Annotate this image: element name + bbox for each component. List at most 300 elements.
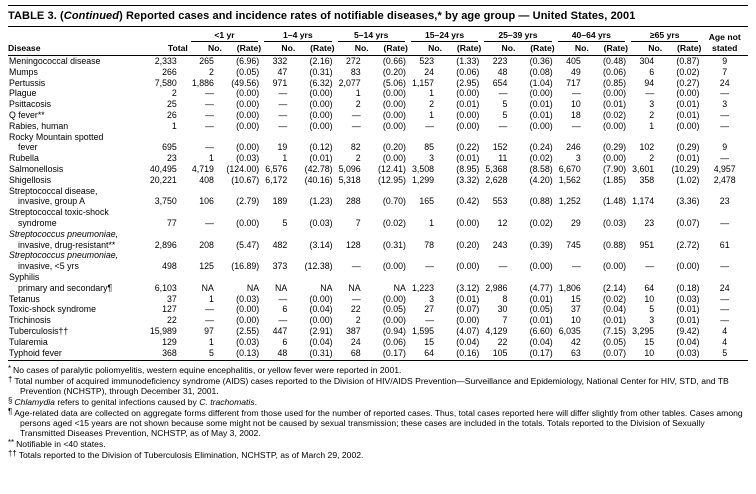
table-row	[8, 304, 748, 315]
rate-cell: (0.00)	[529, 88, 553, 99]
no-column-header: No.	[555, 42, 589, 56]
header-spacer-total	[142, 28, 187, 42]
rate-cell: (40.16)	[304, 174, 333, 185]
count-cell: 3,295	[632, 325, 655, 336]
count-cell: 387	[345, 325, 361, 336]
diseases-table	[8, 28, 748, 361]
count-cell: 3	[429, 293, 434, 304]
table-row	[8, 207, 748, 218]
count-cell: 717	[566, 77, 581, 88]
count-cell: NA	[275, 282, 288, 293]
title-prefix: TABLE 3. (	[8, 10, 64, 22]
count-cell: 3	[429, 153, 434, 164]
age-not-stated-cell: 3	[722, 99, 728, 110]
rate-cell: NA	[320, 282, 333, 293]
rate-cell: (0.02)	[529, 153, 553, 164]
rate-cell: (16.89)	[231, 261, 260, 272]
disease-name: Tularemia	[9, 336, 48, 347]
total-cell: 695	[162, 142, 177, 153]
count-cell: 6,035	[558, 325, 581, 336]
age-group-header	[628, 28, 701, 42]
rate-column-header: (Rate)	[515, 42, 554, 56]
rate-cell: (0.00)	[456, 109, 480, 120]
rate-cell: (0.18)	[676, 282, 700, 293]
count-cell: 5	[649, 304, 655, 315]
rate-cell: (0.12)	[309, 142, 333, 153]
rate-cell: (0.01)	[603, 99, 627, 110]
total-cell: 26	[167, 109, 177, 120]
table-body	[8, 56, 748, 361]
count-cell: —	[425, 120, 434, 131]
count-cell: 105	[481, 348, 515, 361]
rate-column-header: (Rate)	[369, 42, 408, 56]
count-cell: 48	[497, 66, 508, 77]
footnote	[8, 407, 748, 438]
disease-name: Rubella	[9, 153, 39, 164]
count-cell: 553	[492, 196, 508, 207]
count-cell: 64	[408, 348, 442, 361]
rate-cell: (0.01)	[456, 99, 480, 110]
disease-name: Meningococcal disease	[9, 56, 101, 66]
count-cell: 29	[570, 217, 581, 228]
rate-cell: (0.07)	[456, 304, 480, 315]
count-cell: 1	[208, 293, 214, 304]
disease-name: Tuberculosis††	[9, 325, 69, 336]
rate-cell: (1.02)	[676, 174, 700, 185]
rate-cell: (0.36)	[529, 56, 553, 66]
count-cell: 24	[424, 66, 434, 77]
count-cell: 3,508	[411, 163, 434, 174]
rate-cell: (0.00)	[529, 261, 553, 272]
table-row	[8, 337, 748, 348]
rate-cell: (0.06)	[382, 336, 406, 347]
table-row	[8, 250, 748, 261]
count-cell: —	[498, 261, 508, 272]
table-row	[8, 88, 748, 99]
rate-cell: (0.03)	[676, 293, 700, 304]
count-cell: —	[278, 293, 288, 304]
total-cell: 77	[167, 217, 177, 228]
table-header	[8, 28, 748, 56]
count-cell: 125	[199, 261, 214, 272]
count-cell: —	[278, 109, 288, 120]
rate-cell: (0.00)	[309, 88, 333, 99]
table-row	[8, 99, 748, 110]
rate-cell: (0.00)	[382, 88, 406, 99]
rate-cell: (0.01)	[529, 293, 553, 304]
rate-cell: (0.24)	[529, 142, 553, 153]
count-cell: 2,986	[485, 282, 508, 293]
rate-cell: (0.02)	[676, 66, 700, 77]
disease-name: Rabies, human	[9, 120, 69, 131]
table-row	[8, 164, 748, 175]
count-cell: —	[205, 315, 214, 326]
count-cell: 304	[639, 56, 655, 66]
rate-cell: (0.66)	[382, 56, 406, 66]
header-row-sub	[8, 42, 748, 56]
disease-name: Tetanus	[9, 293, 40, 304]
age-not-stated-cell: 9	[722, 56, 728, 66]
rate-cell: (0.39)	[529, 239, 553, 250]
row-filler	[142, 229, 748, 240]
rate-cell: (0.01)	[676, 99, 700, 110]
count-cell: 106	[199, 196, 214, 207]
total-cell: 20,221	[149, 174, 177, 185]
count-cell: 1,806	[558, 282, 581, 293]
count-cell: 523	[419, 56, 434, 66]
age-not-stated-cell: 61	[719, 239, 730, 250]
rate-cell: (4.07)	[456, 325, 480, 336]
count-cell: 10	[628, 348, 662, 361]
rate-cell: (0.04)	[529, 336, 553, 347]
count-cell: 8	[502, 293, 508, 304]
count-cell: 482	[272, 239, 288, 250]
total-cell: 40,495	[149, 163, 177, 174]
rate-column-header: (Rate)	[222, 42, 261, 56]
rate-cell: (0.00)	[236, 142, 260, 153]
rate-cell: (2.95)	[456, 77, 480, 88]
count-cell: 23	[644, 217, 655, 228]
count-cell: 358	[639, 174, 655, 185]
count-cell: 37	[570, 304, 581, 315]
rate-cell: (0.00)	[676, 261, 700, 272]
rate-cell: (0.05)	[382, 304, 406, 315]
rate-cell: (6.96)	[236, 56, 260, 66]
rate-cell: (1.33)	[456, 56, 480, 66]
header-spacer-disease	[8, 28, 142, 42]
rate-cell: (0.07)	[676, 217, 700, 228]
footnote-marker: §	[8, 396, 13, 406]
count-cell: —	[425, 261, 434, 272]
count-cell: 78	[424, 239, 434, 250]
rate-cell: (0.01)	[456, 153, 480, 164]
rate-cell: (8.95)	[456, 163, 480, 174]
footnote-marker: **	[8, 438, 15, 448]
table-row	[8, 272, 748, 283]
total-cell: 129	[162, 336, 177, 347]
rate-cell: (0.00)	[236, 99, 260, 110]
rate-cell: (0.06)	[603, 66, 627, 77]
rate-cell: (0.03)	[309, 217, 333, 228]
total-cell: 37	[167, 293, 177, 304]
count-cell: 152	[492, 142, 508, 153]
footnote-text: Age-related data are collected on aggregate forms different from those used for the number of reported cases. Thus, total cases reported here will differ slightly from other tables. Cases among persons aged <15 years are not shown because some might not be caused by sexual transmission; these cases are included in the totals. Totals reported to the Division of Sexually Transmitted Diseases Prevention, NCHSTP, as of May 3, 2002.	[14, 408, 743, 439]
rate-cell: (3.36)	[676, 196, 700, 207]
table-row	[8, 229, 748, 240]
rate-cell: (0.05)	[603, 336, 627, 347]
footnote	[8, 375, 748, 396]
count-cell: 1,886	[191, 77, 214, 88]
rate-cell: (0.88)	[529, 196, 553, 207]
rate-cell: (10.67)	[231, 174, 260, 185]
count-cell: —	[278, 99, 288, 110]
age-group-header	[335, 28, 408, 42]
rate-cell: (0.00)	[382, 120, 406, 131]
count-cell: 3,601	[632, 163, 655, 174]
table-row	[8, 261, 748, 272]
footnote-text: .	[254, 397, 258, 408]
count-cell: —	[205, 120, 214, 131]
count-cell: —	[205, 304, 214, 315]
rate-cell: (2.14)	[603, 282, 627, 293]
age-not-stated-cell: 4	[722, 336, 728, 347]
age-group-label: 1–4 yrs	[264, 28, 331, 42]
rate-cell: (0.00)	[382, 109, 406, 120]
rate-cell: (0.00)	[382, 293, 406, 304]
disease-name: Streptococcal disease,	[9, 185, 98, 196]
footnote-text: No cases of paralytic poliomyelitis, western equine encephalitis, or yellow fever were reported in 2001.	[13, 365, 402, 376]
count-cell: 4,129	[485, 325, 508, 336]
rate-cell: (1.04)	[529, 77, 553, 88]
count-cell: 2	[649, 109, 655, 120]
count-cell: 1	[282, 153, 288, 164]
count-cell: 27	[424, 304, 434, 315]
count-cell: —	[645, 88, 655, 99]
rate-cell: NA	[393, 282, 406, 293]
rate-cell: (0.85)	[603, 77, 627, 88]
count-cell: —	[205, 88, 214, 99]
table-row	[8, 175, 748, 186]
count-cell: 94	[644, 77, 655, 88]
count-cell: 22	[497, 336, 508, 347]
disease-name: Typhoid fever	[8, 348, 142, 361]
rate-cell: (0.04)	[676, 336, 700, 347]
count-cell: 42	[570, 336, 581, 347]
rate-cell: (0.13)	[222, 348, 261, 361]
rate-cell: (0.03)	[603, 217, 627, 228]
rate-cell: (12.38)	[304, 261, 333, 272]
count-cell: 272	[345, 56, 361, 66]
rate-column-header: (Rate)	[442, 42, 481, 56]
rate-cell: (5.47)	[236, 239, 260, 250]
count-cell: 288	[345, 196, 361, 207]
disease-name: Streptococcal toxic-shock	[9, 207, 109, 218]
rate-cell: (0.06)	[456, 66, 480, 77]
rate-cell: (12.95)	[378, 174, 406, 185]
rate-cell: (0.00)	[676, 120, 700, 131]
no-column-header: No.	[261, 42, 295, 56]
rate-cell: (0.94)	[382, 325, 406, 336]
count-cell: —	[571, 120, 581, 131]
count-cell: 5	[188, 348, 222, 361]
age-group-label: 40–64 yrs	[558, 28, 625, 42]
count-cell: 82	[350, 142, 361, 153]
count-cell: —	[205, 99, 214, 110]
rate-cell: (0.22)	[456, 142, 480, 153]
rate-cell: (0.02)	[382, 217, 406, 228]
count-cell: 4,719	[191, 163, 214, 174]
total-cell: 266	[162, 66, 177, 77]
age-group-header	[261, 28, 334, 42]
age-group-label: <1 yr	[191, 28, 258, 42]
rate-cell: (0.04)	[309, 336, 333, 347]
rate-cell: (1.48)	[603, 196, 627, 207]
age-not-stated-cell: 9	[722, 142, 728, 153]
rate-cell: (0.03)	[236, 153, 260, 164]
no-column-header: No.	[335, 42, 369, 56]
rate-cell: (0.00)	[236, 109, 260, 120]
count-cell: 2	[355, 99, 361, 110]
count-cell: 408	[199, 174, 214, 185]
disease-name: fever	[18, 142, 38, 153]
count-cell: 951	[639, 239, 655, 250]
table-row	[8, 110, 748, 121]
rate-cell: (0.00)	[236, 304, 260, 315]
footnote-text: Notifiable in <40 states.	[16, 439, 106, 450]
footnote-marker: ¶	[8, 407, 13, 417]
rate-cell: (0.01)	[529, 99, 553, 110]
disease-name: syndrome	[18, 217, 57, 228]
count-cell: 447	[272, 325, 288, 336]
age-not-stated-cell: 7	[722, 66, 728, 77]
disease-name: primary and secondary¶	[18, 282, 113, 293]
rate-cell: (0.00)	[456, 88, 480, 99]
rate-cell: (0.88)	[603, 239, 627, 250]
total-cell: 6,103	[154, 282, 177, 293]
rate-cell: (0.31)	[295, 348, 334, 361]
age-not-stated-header-line2: stated	[701, 42, 748, 56]
rate-cell: (0.04)	[309, 304, 333, 315]
age-not-stated-header-line1: Age not	[708, 32, 741, 42]
total-cell: 22	[167, 315, 177, 326]
footnote	[8, 364, 748, 375]
disease-name: Streptococcus pneumoniae,	[9, 228, 119, 239]
disease-name: invasive, drug-resistant**	[18, 239, 116, 250]
rate-cell: (6.32)	[309, 77, 333, 88]
disease-name: Psittacosis	[9, 99, 52, 110]
age-not-stated-cell: —	[720, 304, 730, 315]
count-cell: —	[351, 293, 361, 304]
disease-name: Streptococcus pneumoniae,	[9, 250, 119, 261]
count-cell: —	[205, 217, 214, 228]
rate-cell: (0.00)	[309, 120, 333, 131]
rate-cell: (0.00)	[456, 261, 480, 272]
total-cell: 2,896	[154, 239, 177, 250]
count-cell: 1,595	[411, 325, 434, 336]
rate-cell: (0.20)	[456, 239, 480, 250]
count-cell: 3	[649, 99, 655, 110]
count-cell: 6	[282, 336, 288, 347]
table-row	[8, 294, 748, 305]
age-not-stated-cell: —	[720, 109, 730, 120]
disease-name: Plague	[9, 88, 37, 99]
count-cell: 1,299	[411, 174, 434, 185]
rate-cell: (0.01)	[676, 153, 700, 164]
rate-cell: (0.00)	[309, 315, 333, 326]
no-column-header: No.	[481, 42, 515, 56]
title-rest: ) Reported cases and incidence rates of notifiable diseases,* by age group — United States, 2001	[119, 10, 636, 22]
disease-name: Q fever**	[9, 109, 45, 120]
rate-cell: NA	[246, 282, 260, 293]
count-cell: 85	[424, 142, 434, 153]
disease-name: Salmonellosis	[9, 163, 64, 174]
count-cell: —	[205, 142, 214, 153]
rate-cell: (0.02)	[603, 293, 627, 304]
count-cell: 15	[424, 336, 434, 347]
title-continued: Continued	[63, 10, 120, 22]
rate-cell: (0.03)	[236, 336, 260, 347]
no-column-header: No.	[408, 42, 442, 56]
count-cell: 1,223	[411, 282, 434, 293]
rate-cell: (1.23)	[309, 196, 333, 207]
count-cell: 1,174	[632, 196, 655, 207]
footnotes	[8, 364, 748, 460]
footnote-marker: *	[8, 364, 12, 374]
footnote-marker: ††	[8, 449, 17, 459]
age-not-stated-cell: 2,478	[713, 174, 736, 185]
disease-column-header: Disease	[8, 42, 142, 56]
rate-cell: (3.14)	[309, 239, 333, 250]
rate-cell: (8.58)	[529, 163, 553, 174]
disease-name: Toxic-shock syndrome	[9, 304, 97, 315]
age-group-header	[408, 28, 481, 42]
count-cell: 3	[649, 315, 655, 326]
rate-cell: (2.16)	[309, 56, 333, 66]
table-row	[8, 56, 748, 67]
count-cell: 1	[355, 88, 361, 99]
count-cell: 128	[345, 239, 361, 250]
count-cell: 1	[429, 88, 434, 99]
rate-cell: (0.08)	[529, 66, 553, 77]
count-cell: 405	[566, 56, 581, 66]
age-group-label: 15–24 yrs	[411, 28, 478, 42]
count-cell: 22	[350, 304, 361, 315]
count-cell: 7	[502, 315, 508, 326]
rate-cell: (12.41)	[378, 163, 406, 174]
count-cell: 2	[208, 66, 214, 77]
age-not-stated-cell: —	[720, 88, 730, 99]
age-not-stated-cell: 24	[719, 282, 730, 293]
rate-cell: (0.07)	[589, 348, 628, 361]
rate-cell: (7.90)	[603, 163, 627, 174]
rate-cell: (0.00)	[236, 217, 260, 228]
age-group-header	[555, 28, 628, 42]
rate-cell: (2.55)	[236, 325, 260, 336]
footnote-text: C. trachomatis	[199, 397, 255, 408]
count-cell: 2,077	[338, 77, 361, 88]
count-cell: 12	[497, 217, 508, 228]
table-row	[8, 283, 748, 294]
rate-cell: (2.79)	[236, 196, 260, 207]
count-cell: —	[351, 261, 361, 272]
count-cell: —	[278, 120, 288, 131]
count-cell: 2,628	[485, 174, 508, 185]
rate-cell: (0.00)	[236, 120, 260, 131]
count-cell: 971	[272, 77, 288, 88]
age-not-stated-cell: —	[720, 153, 730, 164]
total-cell: 1	[171, 120, 177, 131]
count-cell: 654	[492, 77, 508, 88]
count-cell: 102	[639, 142, 655, 153]
count-cell: 5,318	[338, 174, 361, 185]
age-not-stated-cell: —	[720, 293, 730, 304]
rate-cell: (7.15)	[603, 325, 627, 336]
rate-cell: (6.60)	[529, 325, 553, 336]
table-row	[8, 196, 748, 207]
age-group-header	[481, 28, 554, 42]
count-cell: 5	[282, 217, 288, 228]
rate-cell: (0.48)	[603, 56, 627, 66]
footnote-text: refers to genital infections caused by	[54, 397, 200, 408]
footnote	[8, 449, 748, 460]
table-row	[8, 142, 748, 153]
count-cell: 373	[272, 261, 288, 272]
count-cell: 332	[272, 56, 288, 66]
row-filler	[142, 207, 748, 218]
count-cell: 19	[277, 142, 288, 153]
row-filler	[142, 186, 748, 197]
count-cell: 15	[644, 336, 655, 347]
